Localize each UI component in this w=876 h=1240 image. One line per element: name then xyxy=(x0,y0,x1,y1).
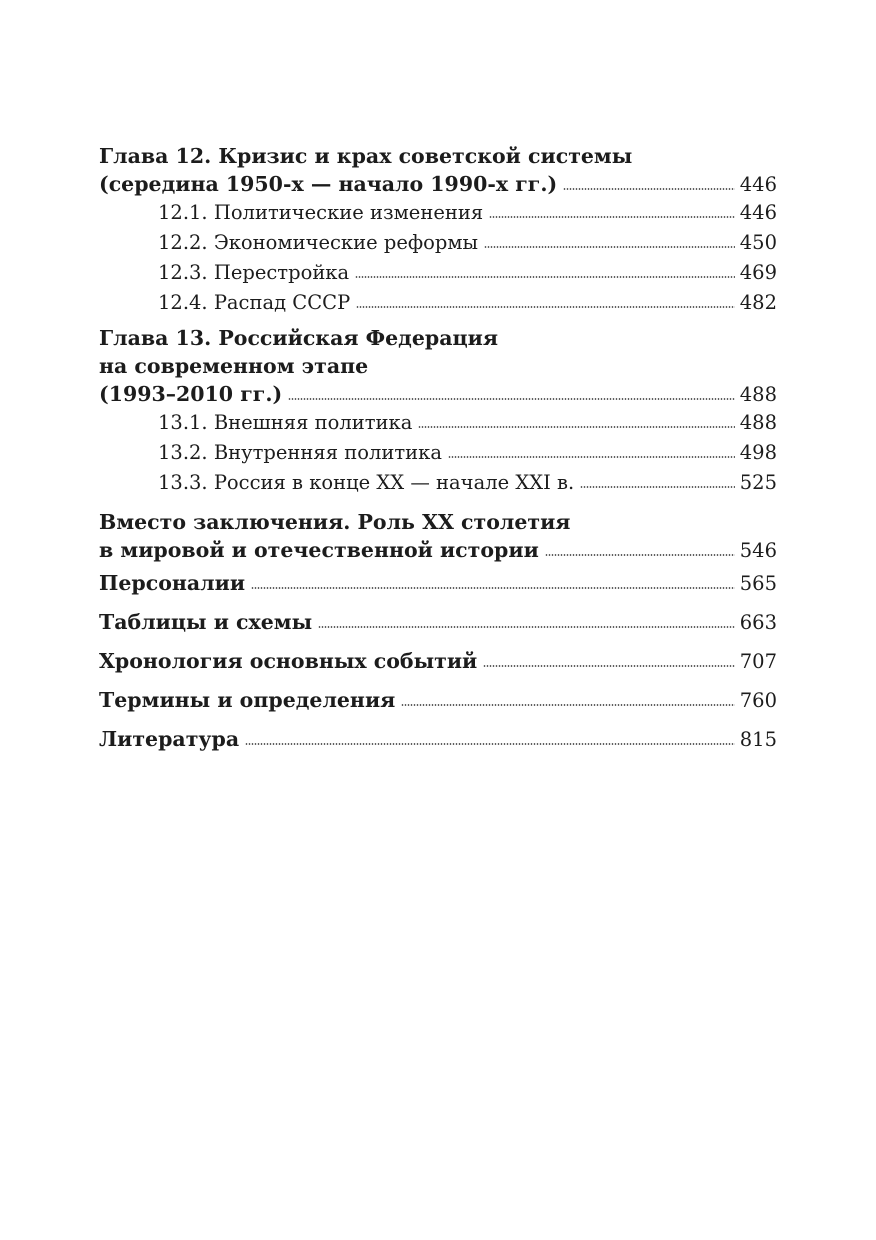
dot-leader xyxy=(448,456,735,458)
chapter-13-title: Глава 13. Российская Федерация xyxy=(99,326,498,350)
page-number: 450 xyxy=(739,231,777,254)
dot-leader xyxy=(545,554,735,556)
page-number: 546 xyxy=(739,539,777,562)
page-number: 663 xyxy=(739,611,777,634)
dot-leader xyxy=(483,665,735,667)
page-number: 525 xyxy=(739,471,777,494)
section-13-2[interactable] xyxy=(99,438,777,468)
chapter-13-title-line-1 xyxy=(99,324,777,352)
dot-leader xyxy=(580,486,735,488)
page-number: 498 xyxy=(739,441,777,464)
dot-leader xyxy=(318,626,735,628)
toc-item-label: Литература xyxy=(99,727,240,751)
dot-leader xyxy=(484,246,735,248)
conclusion-title-line-1 xyxy=(99,508,777,536)
page-number: 815 xyxy=(739,728,777,751)
table-of-contents xyxy=(99,142,777,759)
dot-leader xyxy=(245,743,735,745)
section-12-2[interactable] xyxy=(99,228,777,258)
conclusion-title: Вместо заключения. Роль XX столетия xyxy=(99,510,571,534)
chapter-12-title: Глава 12. Кризис и крах советской системы xyxy=(99,144,633,168)
section-label: 12.4. Распад СССР xyxy=(158,291,351,314)
page-number: 446 xyxy=(739,173,777,196)
toc-item-literature[interactable] xyxy=(99,720,777,759)
chapter-13-subtitle: на современном этапе xyxy=(99,354,369,378)
section-12-4[interactable] xyxy=(99,288,777,318)
toc-item-label: Персоналии xyxy=(99,571,246,595)
chapter-12-title-line-2 xyxy=(99,170,777,198)
dot-leader xyxy=(489,216,735,218)
chapter-13-dates: (1993–2010 гг.) xyxy=(99,382,283,406)
dot-leader xyxy=(251,587,735,589)
dot-leader xyxy=(288,398,735,400)
page-number: 488 xyxy=(739,411,777,434)
section-label: 12.3. Перестройка xyxy=(158,261,350,284)
section-label: 12.1. Политические изменения xyxy=(158,201,484,224)
toc-item-tables[interactable] xyxy=(99,603,777,642)
chapter-12-title-line-1 xyxy=(99,142,777,170)
chapter-12-entry[interactable] xyxy=(99,142,777,198)
toc-item-label: Хронология основных событий xyxy=(99,649,478,673)
page-number: 469 xyxy=(739,261,777,284)
conclusion-subtitle: в мировой и отечественной истории xyxy=(99,538,539,562)
dot-leader xyxy=(401,704,734,706)
page-number: 446 xyxy=(739,201,777,224)
toc-item-terms[interactable] xyxy=(99,681,777,720)
page-number: 707 xyxy=(739,650,777,673)
toc-item-label: Термины и определения xyxy=(99,688,396,712)
dot-leader xyxy=(355,276,735,278)
toc-item-chronology[interactable] xyxy=(99,642,777,681)
page-number: 760 xyxy=(739,689,777,712)
section-label: 13.1. Внешняя политика xyxy=(158,411,413,434)
conclusion-entry[interactable] xyxy=(99,508,777,564)
page-number: 488 xyxy=(739,383,777,406)
chapter-13-title-line-2 xyxy=(99,352,777,380)
section-label: 13.3. Россия в конце XX — начале XXI в. xyxy=(158,471,575,494)
section-12-3[interactable] xyxy=(99,258,777,288)
page-number: 482 xyxy=(739,291,777,314)
section-12-1[interactable] xyxy=(99,198,777,228)
conclusion-title-line-2 xyxy=(99,536,777,564)
chapter-13-title-line-3 xyxy=(99,380,777,408)
page-number: 565 xyxy=(739,572,777,595)
dot-leader xyxy=(356,306,735,308)
toc-item-personalii[interactable] xyxy=(99,564,777,603)
section-label: 13.2. Внутренняя политика xyxy=(158,441,442,464)
dot-leader xyxy=(418,426,734,428)
section-13-3[interactable] xyxy=(99,468,777,498)
chapter-13-entry[interactable] xyxy=(99,324,777,408)
chapter-12-subtitle: (середина 1950-х — начало 1990-х гг.) xyxy=(99,172,558,196)
section-13-1[interactable] xyxy=(99,408,777,438)
dot-leader xyxy=(563,188,735,190)
section-label: 12.2. Экономические реформы xyxy=(158,231,479,254)
toc-item-label: Таблицы и схемы xyxy=(99,610,313,634)
